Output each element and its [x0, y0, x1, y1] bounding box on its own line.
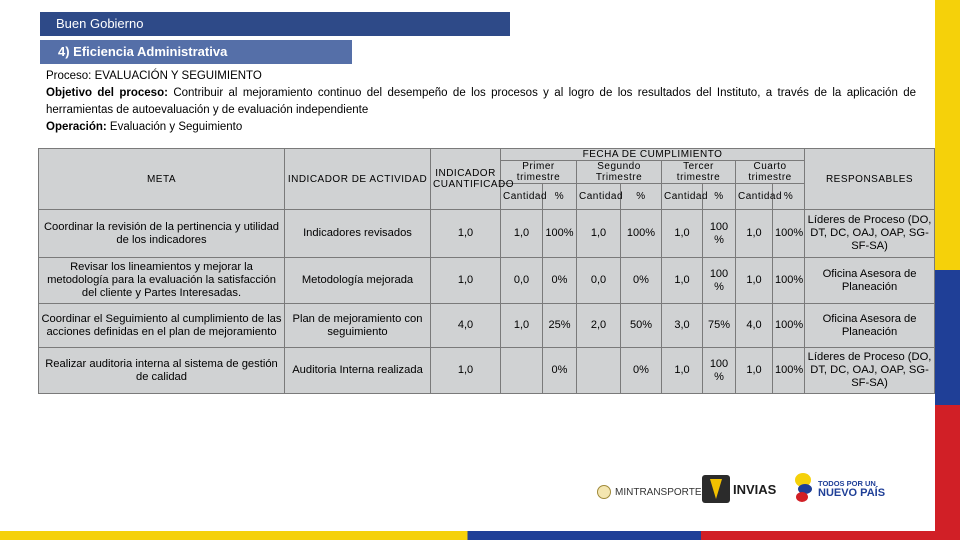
q1-cantidad-cell	[501, 348, 543, 394]
q4-cantidad-cell: 1,0	[736, 348, 773, 394]
q3-pct-cell: 100 %	[703, 348, 736, 394]
header-indicador-cuantificado: INDICADOR CUANTIFICADO	[431, 149, 501, 210]
invias-logo	[702, 475, 776, 503]
header-q3: Tercer trimestre	[662, 161, 736, 184]
proceso-value: EVALUACIÓN Y SEGUIMIENTO	[94, 70, 262, 82]
responsables-cell: Líderes de Proceso (DO, DT, DC, OAJ, OAP, SG-SF-SA)	[805, 210, 935, 258]
operacion-label: Operación:	[46, 121, 107, 133]
flag-stripe	[935, 0, 960, 540]
subsection-title: 4) Eficiencia Administrativa	[58, 44, 228, 59]
objetivo-value: Contribuir al mejoramiento continuo del desempeño de los procesos y al logro de los resultados del Instituto, a través de la aplicación de herramientas de autoevaluación y de evaluación independiente	[46, 87, 917, 116]
q1-cantidad-cell: 1,0	[501, 304, 543, 348]
mintransporte-text: MINTRANSPORTE	[615, 486, 702, 498]
pais-line1: TODOS POR UN	[818, 478, 876, 488]
objetivo-label: Objetivo del proceso:	[46, 87, 168, 99]
q2-pct-cell: 100%	[621, 210, 662, 258]
section-title: Buen Gobierno	[56, 16, 144, 31]
section-title-bar	[40, 12, 510, 36]
responsables-cell: Oficina Asesora de Planeación	[805, 304, 935, 348]
q3-cantidad-cell: 3,0	[662, 304, 703, 348]
q4-pct-cell: 100%	[773, 258, 805, 304]
indicador-cell: Indicadores revisados	[285, 210, 431, 258]
header-q4-pct: %	[773, 184, 805, 210]
todos-por-un-nuevo-pais-logo	[793, 471, 885, 507]
table-row	[39, 304, 935, 348]
q4-cantidad-cell: 1,0	[736, 210, 773, 258]
header-indicador-actividad: INDICADOR DE ACTIVIDAD	[285, 149, 431, 210]
operacion-value: Evaluación y Seguimiento	[109, 121, 243, 133]
header-q3-cantidad: Cantidad	[662, 184, 703, 210]
header-responsables: RESPONSABLES	[805, 149, 935, 210]
q3-pct-cell: 100 %	[703, 258, 736, 304]
proceso-label: Proceso:	[46, 70, 92, 82]
q2-cantidad-cell: 1,0	[577, 210, 621, 258]
cuantificado-cell: 1,0	[431, 210, 501, 258]
header-q1: Primer trimestre	[501, 161, 577, 184]
q2-cantidad-cell	[577, 348, 621, 394]
q3-cantidad-cell: 1,0	[662, 210, 703, 258]
q4-pct-cell: 100%	[773, 210, 805, 258]
q2-pct-cell: 0%	[621, 348, 662, 394]
q1-cantidad-cell: 1,0	[501, 210, 543, 258]
cuantificado-cell: 4,0	[431, 304, 501, 348]
q3-pct-cell: 100 %	[703, 210, 736, 258]
indicador-cell: Auditoria Interna realizada	[285, 348, 431, 394]
q3-cantidad-cell: 1,0	[662, 258, 703, 304]
header-q1-pct: %	[543, 184, 577, 210]
q3-pct-cell: 75%	[703, 304, 736, 348]
indicador-cell: Plan de mejoramiento con seguimiento	[285, 304, 431, 348]
responsables-cell: Oficina Asesora de Planeación	[805, 258, 935, 304]
q1-cantidad-cell: 0,0	[501, 258, 543, 304]
mintransporte-logo	[597, 485, 702, 499]
invias-mark-icon	[702, 475, 730, 503]
q2-cantidad-cell: 0,0	[577, 258, 621, 304]
header-q2-cantidad: Cantidad	[577, 184, 621, 210]
meta-cell: Realizar auditoria interna al sistema de gestión de calidad	[39, 348, 285, 394]
q1-pct-cell: 0%	[543, 258, 577, 304]
pais-line2: NUEVO PAÍS	[818, 486, 886, 499]
coat-of-arms-icon	[597, 485, 611, 499]
proceso-line	[46, 68, 916, 85]
pais-swirl-icon	[793, 471, 815, 507]
q1-pct-cell: 0%	[543, 348, 577, 394]
meta-cell: Coordinar la revisión de la pertinencia y utilidad de los indicadores	[39, 210, 285, 258]
header-q1-cantidad: Cantidad	[501, 184, 543, 210]
q1-pct-cell: 100%	[543, 210, 577, 258]
header-q4-cantidad: Cantidad	[736, 184, 773, 210]
header-fecha: FECHA DE CUMPLIMIENTO	[501, 149, 805, 161]
q4-pct-cell: 100%	[773, 348, 805, 394]
bottom-flag-stripe	[0, 531, 935, 540]
q2-pct-cell: 0%	[621, 258, 662, 304]
q4-pct-cell: 100%	[773, 304, 805, 348]
table-row	[39, 348, 935, 394]
q3-cantidad-cell: 1,0	[662, 348, 703, 394]
header-q2: Segundo Trimestre	[577, 161, 662, 184]
q4-cantidad-cell: 1,0	[736, 258, 773, 304]
responsables-cell: Líderes de Proceso (DO, DT, DC, OAJ, OAP, SG-SF-SA)	[805, 348, 935, 394]
meta-table	[38, 148, 935, 394]
header-q2-pct: %	[621, 184, 662, 210]
meta-cell: Coordinar el Seguimiento al cumplimiento de las acciones definidas en el plan de mejoramiento	[39, 304, 285, 348]
meta-cell: Revisar los lineamientos y mejorar la metodología para la evaluación la satisfacción del cliente y Partes Interesadas.	[39, 258, 285, 304]
header-meta: META	[39, 149, 285, 210]
q4-cantidad-cell: 4,0	[736, 304, 773, 348]
cuantificado-cell: 1,0	[431, 348, 501, 394]
q2-cantidad-cell: 2,0	[577, 304, 621, 348]
header-q3-pct: %	[703, 184, 736, 210]
process-info	[46, 68, 916, 136]
indicador-cell: Metodología mejorada	[285, 258, 431, 304]
q1-pct-cell: 25%	[543, 304, 577, 348]
subsection-title-bar	[40, 40, 352, 64]
cuantificado-cell: 1,0	[431, 258, 501, 304]
invias-text: INVIAS	[733, 481, 777, 497]
table-row	[39, 258, 935, 304]
operacion-line	[46, 119, 916, 136]
header-q4: Cuarto trimestre	[736, 161, 805, 184]
objetivo-line	[46, 85, 916, 119]
table-row	[39, 210, 935, 258]
q2-pct-cell: 50%	[621, 304, 662, 348]
